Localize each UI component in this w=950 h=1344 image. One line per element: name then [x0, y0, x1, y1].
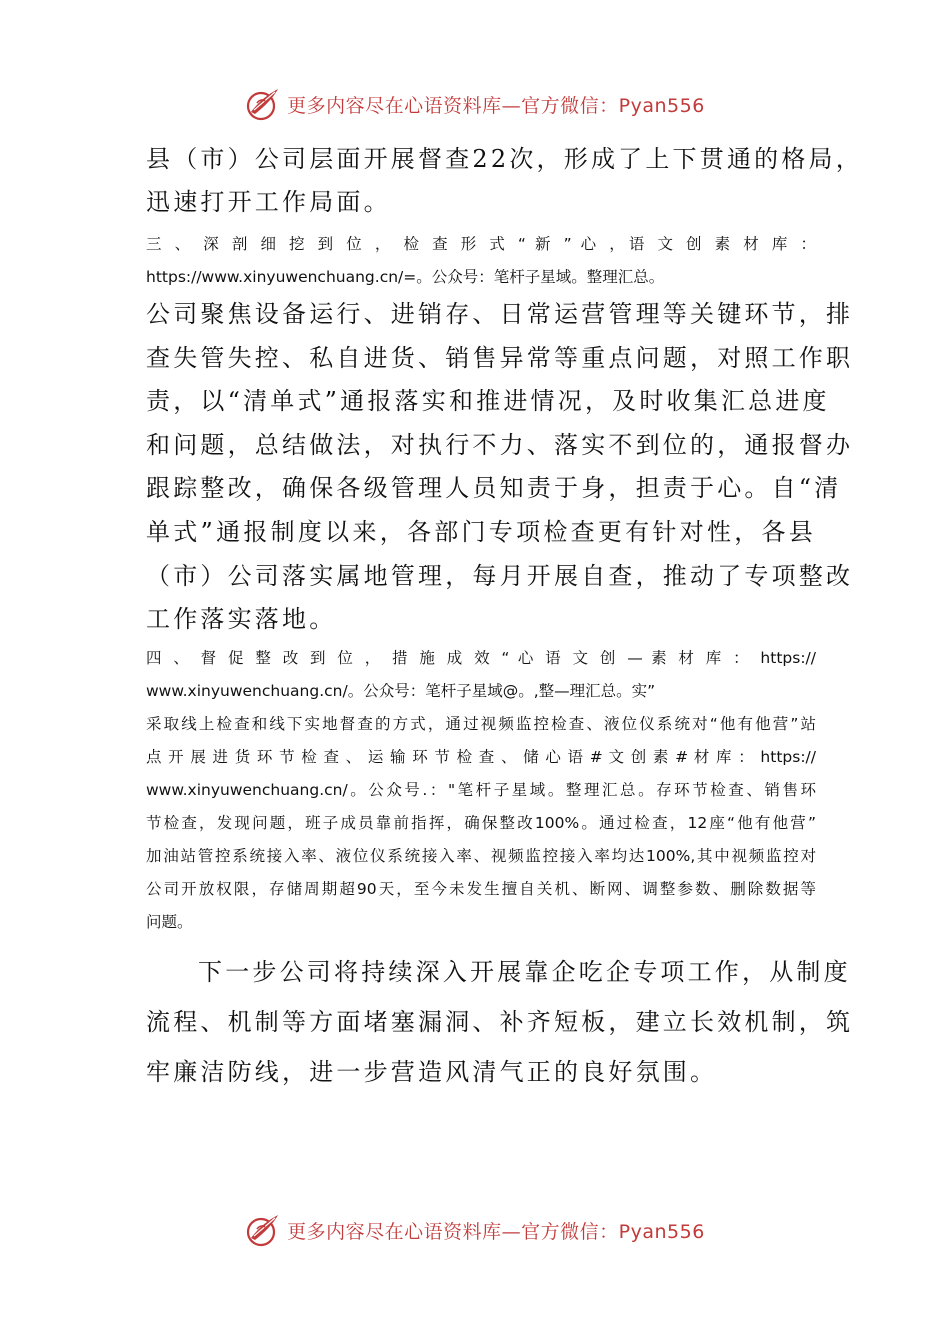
text-line: 问题。	[146, 913, 193, 931]
text-line: www.xinyuwenchuang.cn/。公众号.："笔杆子星域。整理汇总。存环节检查、销售环	[146, 781, 816, 799]
text-line: 牢廉洁防线，进一步营造风清气正的良好氛围。	[146, 1058, 718, 1086]
heading-line: 四 、 督 促 整 改 到 位 ， 措 施 成 效 “ 心 语 文 创 — 素 材 库 ： https://	[146, 649, 816, 667]
text-line: 加油站管控系统接入率、液位仪系统接入率、视频监控接入率均达100%,其中视频监控对	[146, 847, 816, 865]
text-line: 迅速打开工作局面。	[146, 188, 391, 216]
text-line: 点 开 展 进 货 环 节 检 查 、 运 输 环 节 检 查 、 储 心 语 # 文 创 素 # 材 库 ： https://	[146, 748, 816, 766]
heading-line: 三 、 深 剖 细 挖 到 位 ， 检 查 形 式 “ 新 ” 心 ，语 文 创 素 材 库 ：	[146, 235, 816, 253]
watermark-text	[287, 1217, 705, 1244]
paragraph-closing	[146, 947, 854, 1097]
text-line: 采取线上检查和线下实地督查的方式，通过视频监控检查、液位仪系统对“他有他营”站	[146, 715, 816, 733]
heading-line: www.xinyuwenchuang.cn/。公众号：笔杆子星域@。,整—理汇总。实”	[146, 682, 656, 700]
quill-logo-icon	[245, 86, 281, 122]
text-line: 查失管失控、私自进货、销售异常等重点问题，对照工作职	[146, 343, 854, 372]
section-body-3	[146, 293, 854, 642]
paragraph-intro	[146, 138, 863, 224]
text-line: 下一步公司将持续深入开展靠企吃企专项工作，从制度	[198, 958, 851, 986]
text-line: 和问题，总结做法，对执行不力、落实不到位的，通报督办	[146, 430, 854, 459]
section-4	[146, 642, 816, 939]
text-line: 节检查，发现问题，班子成员靠前指挥，确保整改100%。通过检查，12座“他有他营”	[146, 814, 816, 832]
text-line: 工作落实落地。	[146, 605, 337, 634]
text-line: 单式”通报制度以来，各部门专项检查更有针对性，各县	[146, 517, 816, 546]
watermark-banner-bottom	[0, 1210, 950, 1250]
watermark-text	[287, 91, 705, 118]
text-line: 县（市）公司层面开展督查22次，形成了上下贯通的格局，	[146, 145, 863, 173]
text-line: （市）公司落实属地管理，每月开展自查，推动了专项整改	[146, 561, 854, 590]
quill-logo-icon	[245, 1212, 281, 1248]
section-heading-3	[146, 228, 816, 294]
watermark-label: 更多内容尽在心语资料库—官方微信：	[287, 94, 619, 117]
heading-line: https://www.xinyuwenchuang.cn/=。公众号：笔杆子星域。整理汇总。	[146, 268, 665, 286]
text-line: 公司聚焦设备运行、进销存、日常运营管理等关键环节，排	[146, 300, 854, 328]
watermark-wechat-id: Pyan556	[618, 94, 705, 117]
watermark-banner-top	[0, 84, 950, 124]
text-line: 公司开放权限，存储周期超90天，至今未发生擅自关机、断网、调整参数、删除数据等	[146, 880, 816, 898]
text-line: 流程、机制等方面堵塞漏洞、补齐短板，建立长效机制，筑	[146, 1008, 854, 1036]
watermark-wechat-id: Pyan556	[618, 1220, 705, 1243]
watermark-label: 更多内容尽在心语资料库—官方微信：	[287, 1220, 619, 1243]
text-line: 跟踪整改，确保各级管理人员知责于身，担责于心。自“清	[146, 474, 842, 503]
text-line: 责，以“清单式”通报落实和推进情况，及时收集汇总进度	[146, 387, 830, 416]
